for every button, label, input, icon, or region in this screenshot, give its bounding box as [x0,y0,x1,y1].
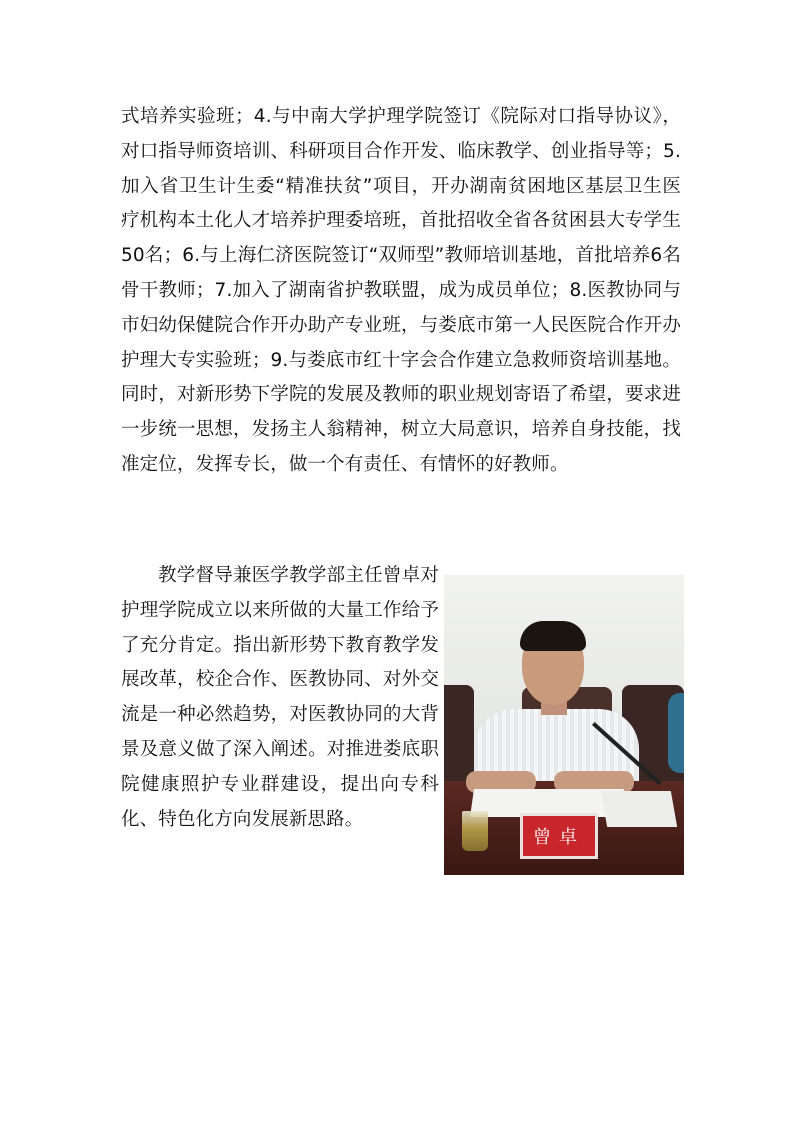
photo-tea-cup [462,811,488,851]
body-paragraph-2: 教学督导兼医学教学部主任曾卓对护理学院成立以来所做的大量工作给予了充分肯定。指出新形势下教育教学发展改革，校企合作、医教协同、对外交流是一种必然趋势，对医教协同的大背景及意义做了深入阐述。对推进娄底职院健康照护专业群建设，提出向专科化、特色化方向发展新思路。 [121,565,439,830]
meeting-photo [444,575,684,875]
photo-papers-right [601,791,677,827]
photo-side-person [668,693,684,773]
body-paragraph-1: 式培养实验班；4.与中南大学护理学院签订《院际对口指导协议》，对口指导师资培训、科研项目合作开发、临床教学、创业指导等；5.加入省卫生计生委“精准扶贫”项目，开办湖南贫困地区基层卫生医疗机构本土化人才培养护理委培班，首批招收全省各贫困县大专学生50名；6.与上海仁济医院签订“双师型”教师培训基地，首批培养6名骨干教师；7.加入了湖南省护教联盟，成为成员单位；8.医教协同与市妇幼保健院合作开办助产专业班，与娄底市第一人民医院合作开办护理大专实验班；9.与娄底市红十字会合作建立急救师资培训基地。同时，对新形势下学院的发展及教师的职业规划寄语了希望，要求进一步统一思想，发扬主人翁精神，树立大局意识，培养自身技能，找准定位，发挥专长，做一个有责任、有情怀的好教师。 [121,106,681,475]
photo-speaker-hair [520,621,586,651]
photo-nameplate: 曾卓 [520,813,598,859]
